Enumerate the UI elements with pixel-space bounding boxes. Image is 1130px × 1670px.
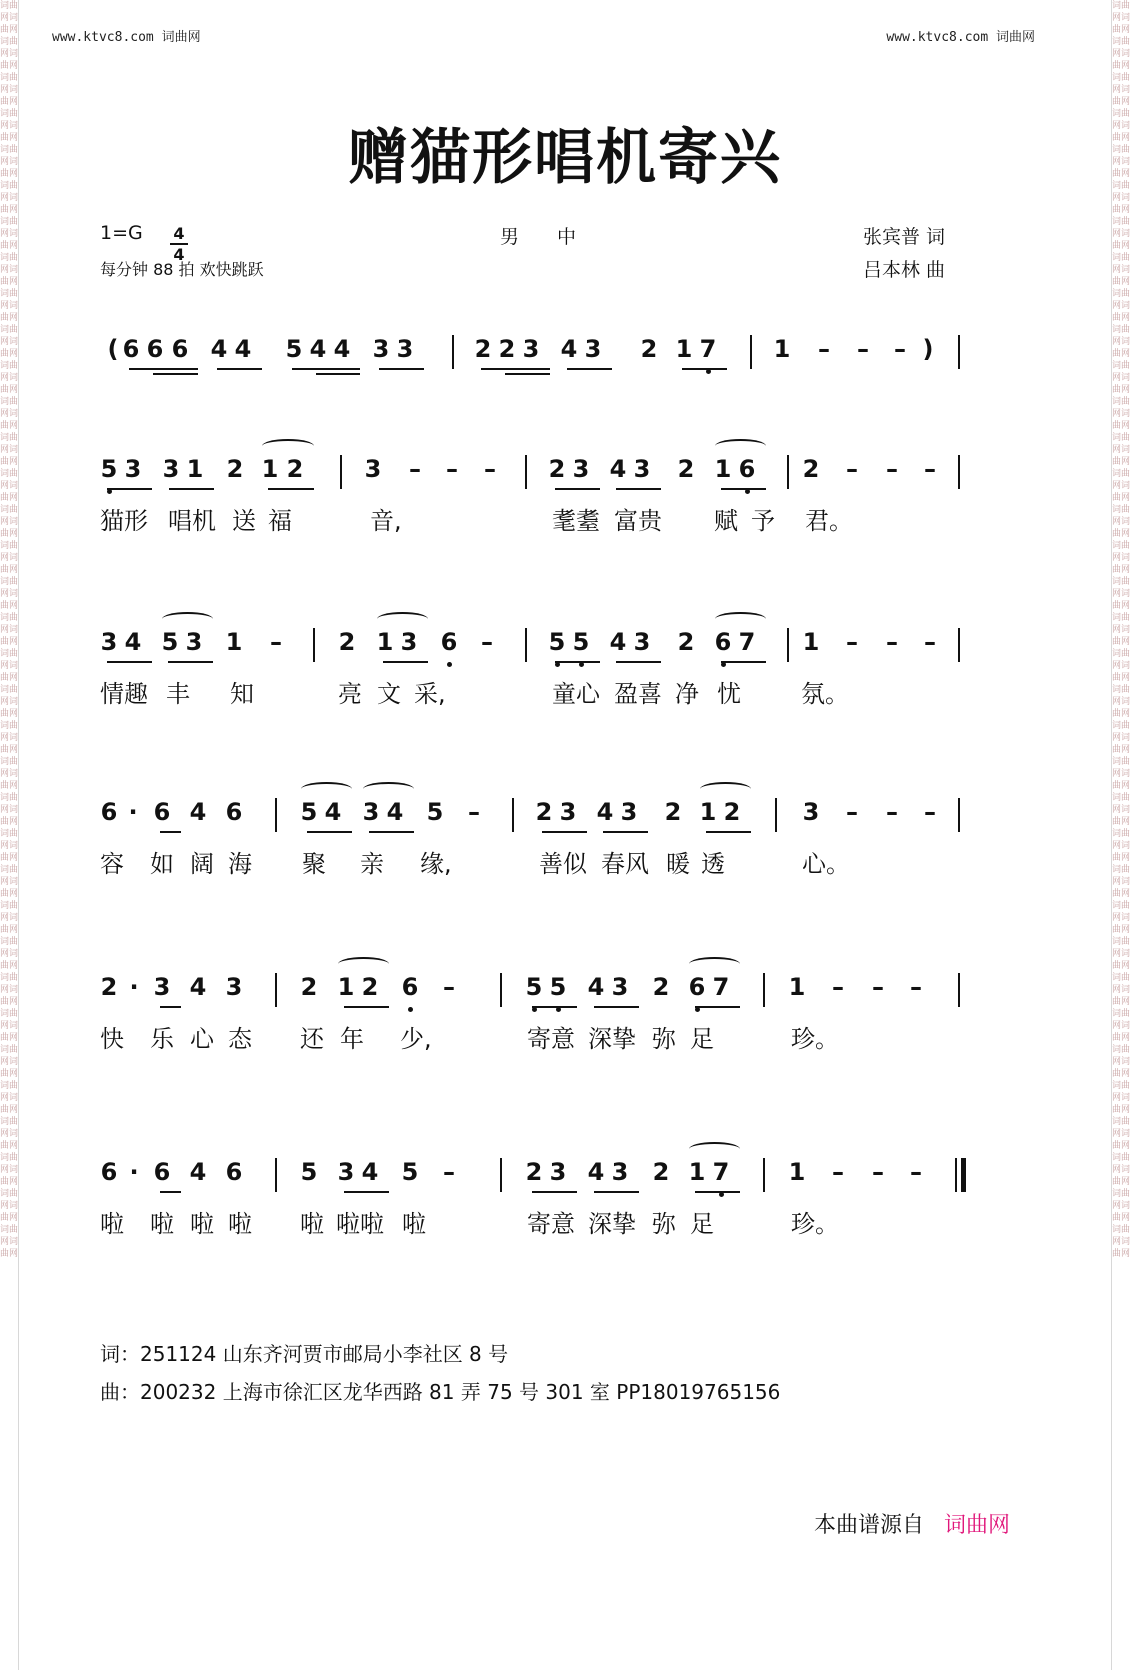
note: 2 — [664, 798, 682, 826]
bar-line — [775, 798, 777, 832]
note: 6 — [225, 798, 243, 826]
bar-line — [955, 1158, 957, 1192]
right-watermark-strip: 词曲网词曲网词曲网词曲网词曲网词曲网词曲网词曲网词曲网词曲网词曲网词曲网词曲网词曲网词曲网词曲网词曲网词曲网词曲网词曲网词曲网词曲网词曲网词曲网词曲网词曲网词曲网词曲网词曲网词曲网词曲网词曲网词曲网词曲网词曲网词曲网词曲网词曲网词曲网词曲网词曲网词曲网词曲网词曲网词曲网词曲网词曲网词曲网词曲网词曲网词曲网词曲网词曲网词曲网词曲网词曲网词曲网词曲网词曲网词曲网词曲网词曲网词曲网词曲网词曲网词曲网词曲网词曲网词曲网词曲网 — [1112, 1, 1130, 1259]
bar-line — [958, 798, 960, 832]
lyric-syllable: 采, — [414, 680, 446, 708]
note: 1 — [225, 628, 243, 656]
lyric-syllable: 珍。 — [791, 1210, 839, 1238]
note: – — [846, 798, 858, 826]
note: – — [857, 335, 869, 363]
song-title: 赠猫形唱机寄兴 — [348, 123, 782, 193]
note: 6 — [737, 455, 757, 483]
note: 2 — [525, 1158, 543, 1186]
note: 3 — [225, 973, 243, 1001]
source-brand-link[interactable]: 词曲网 — [943, 1513, 1010, 1538]
note: – — [409, 455, 421, 483]
note: 4 — [587, 973, 605, 1001]
lyric-syllable: 深挚 — [588, 1025, 636, 1053]
beam-underline — [160, 1191, 181, 1193]
note: 5 — [300, 1158, 318, 1186]
header-site-left[interactable]: www.ktvc8.com 词曲网 — [52, 30, 201, 45]
note: 2 — [677, 455, 695, 483]
note: – — [270, 628, 282, 656]
note: – — [468, 798, 480, 826]
score-line-line2 — [0, 628, 1130, 718]
note: 5 — [285, 335, 303, 363]
beam-underline — [129, 368, 198, 370]
lyric-syllable: 寄意 — [527, 1210, 575, 1238]
note: – — [924, 455, 936, 483]
note: 2 — [640, 335, 658, 363]
score-line-intro — [0, 335, 1130, 425]
voice-type: 男 中 — [500, 226, 577, 248]
lyric-syllable: 音, — [370, 507, 402, 535]
beam-underline — [344, 1006, 389, 1008]
slur-tie — [715, 612, 766, 626]
low-octave-dot — [408, 1007, 413, 1012]
beam-underline — [307, 831, 352, 833]
slur-tie — [689, 957, 740, 971]
lyric-syllable: 海 — [228, 850, 252, 878]
beam-underline — [160, 1006, 181, 1008]
note: 3 — [400, 628, 418, 656]
note: 7 — [698, 335, 718, 363]
lyric-syllable: 啦 — [402, 1210, 426, 1238]
bar-line — [787, 628, 789, 662]
note: – — [818, 335, 830, 363]
note: 2 — [338, 628, 356, 656]
lyric-syllable: 年 — [340, 1025, 364, 1053]
note: – — [886, 628, 898, 656]
note: 2 — [652, 973, 670, 1001]
note: – — [846, 455, 858, 483]
lyric-syllable: 亮 — [338, 680, 362, 708]
bar-line — [958, 455, 960, 489]
note: 1 — [773, 335, 791, 363]
lyric-syllable: 知 — [230, 680, 254, 708]
beam-underline — [682, 368, 727, 370]
note: – — [484, 455, 496, 483]
note: · — [128, 798, 138, 826]
beam-underline — [217, 368, 262, 370]
intro-close-paren: ) — [922, 335, 934, 363]
bar-line — [275, 1158, 277, 1192]
beam-underline — [481, 368, 550, 370]
bar-line — [763, 1158, 765, 1192]
note: 1 — [688, 1158, 706, 1186]
beam-underline — [721, 488, 766, 490]
note: – — [886, 798, 898, 826]
note: 1 — [788, 1158, 806, 1186]
note: 3 — [611, 973, 629, 1001]
note: 3 — [572, 455, 590, 483]
lyricist-credit: 张宾普 词 — [863, 226, 946, 248]
note: 3 — [162, 455, 180, 483]
note: 3 — [633, 628, 651, 656]
note: – — [886, 455, 898, 483]
note: 3 — [396, 335, 414, 363]
note: 5 — [547, 628, 567, 656]
lyric-syllable: 透 — [701, 850, 725, 878]
note: 6 — [400, 973, 420, 1001]
lyric-syllable: 丰 — [166, 680, 190, 708]
bar-line — [500, 973, 502, 1007]
note: – — [924, 798, 936, 826]
beam-underline — [160, 831, 181, 833]
note: 4 — [189, 798, 207, 826]
note: 1 — [802, 628, 820, 656]
slur-tie — [162, 612, 213, 626]
beam-underline — [706, 831, 751, 833]
note: 6 — [153, 1158, 171, 1186]
lyric-syllable: 春风 — [601, 850, 649, 878]
lyric-syllable: 送 — [232, 507, 256, 535]
bar-line — [525, 455, 527, 489]
note: 5 — [300, 798, 318, 826]
lyric-syllable: 啦啦 — [336, 1210, 384, 1238]
lyric-syllable: 珍。 — [791, 1025, 839, 1053]
beam-underline — [695, 1191, 740, 1193]
note: – — [832, 1158, 844, 1186]
note: 6 — [439, 628, 459, 656]
note: 3 — [337, 1158, 355, 1186]
lyric-syllable: 暖 — [666, 850, 690, 878]
bar-line — [763, 973, 765, 1007]
score-line-line5 — [0, 1158, 1130, 1248]
lyric-syllable: 啦 — [300, 1210, 324, 1238]
lyric-syllable: 弥 — [652, 1025, 676, 1053]
note: 1 — [376, 628, 394, 656]
note: 6 — [146, 335, 164, 363]
beam-underline — [695, 1006, 740, 1008]
lyric-syllable: 童心 — [552, 680, 600, 708]
header-site-right[interactable]: www.ktvc8.com 词曲网 — [886, 30, 1035, 45]
bar-line — [512, 798, 514, 832]
note: 3 — [362, 798, 380, 826]
left-watermark-strip: 词曲网词曲网词曲网词曲网词曲网词曲网词曲网词曲网词曲网词曲网词曲网词曲网词曲网词曲网词曲网词曲网词曲网词曲网词曲网词曲网词曲网词曲网词曲网词曲网词曲网词曲网词曲网词曲网词曲网词曲网词曲网词曲网词曲网词曲网词曲网词曲网词曲网词曲网词曲网词曲网词曲网词曲网词曲网词曲网词曲网词曲网词曲网词曲网词曲网词曲网词曲网词曲网词曲网词曲网词曲网词曲网词曲网词曲网词曲网词曲网词曲网词曲网词曲网词曲网词曲网词曲网词曲网词曲网词曲网词曲网 — [0, 1, 18, 1259]
lyric-syllable: 予 — [751, 507, 775, 535]
lyric-syllable: 心 — [190, 1025, 214, 1053]
note: – — [846, 628, 858, 656]
note: – — [446, 455, 458, 483]
beam-underline-double — [316, 373, 360, 375]
composer-credit: 吕本林 曲 — [863, 259, 946, 281]
beam-underline — [616, 488, 661, 490]
beam-underline — [567, 368, 612, 370]
note: 3 — [802, 798, 820, 826]
lyric-syllable: 乐 — [150, 1025, 174, 1053]
time-sig-top: 4 — [173, 224, 185, 243]
final-bar-line — [961, 1158, 966, 1192]
beam-underline — [594, 1191, 639, 1193]
lyric-syllable: 弥 — [652, 1210, 676, 1238]
note: 4 — [210, 335, 228, 363]
note: – — [910, 973, 922, 1001]
lyric-syllable: 文 — [377, 680, 401, 708]
note: – — [872, 1158, 884, 1186]
source-credit — [814, 1508, 1010, 1539]
note: 7 — [738, 628, 756, 656]
note: 3 — [153, 973, 171, 1001]
note: 4 — [124, 628, 142, 656]
bar-line — [958, 335, 960, 369]
note: – — [924, 628, 936, 656]
lyric-syllable: 聚 — [302, 850, 326, 878]
note: · — [129, 1158, 139, 1186]
bar-line — [787, 455, 789, 489]
slur-tie — [700, 782, 751, 796]
note: 3 — [620, 798, 638, 826]
note: 6 — [153, 798, 171, 826]
lyric-syllable: 忧 — [717, 680, 741, 708]
note: 3 — [633, 455, 651, 483]
lyric-syllable: 啦 — [190, 1210, 214, 1238]
lyric-syllable: 富贵 — [614, 507, 662, 535]
lyric-syllable: 净 — [675, 680, 699, 708]
intro-open-paren: ( — [107, 335, 119, 363]
note: 7 — [711, 1158, 731, 1186]
note: 2 — [548, 455, 566, 483]
note: 2 — [474, 335, 492, 363]
note: 3 — [364, 455, 382, 483]
note: 4 — [609, 628, 627, 656]
note: 2 — [677, 628, 695, 656]
note: 1 — [714, 455, 732, 483]
note: 2 — [652, 1158, 670, 1186]
lyric-syllable: 如 — [150, 850, 174, 878]
lyric-syllable: 福 — [268, 507, 292, 535]
lyric-syllable: 啦 — [100, 1210, 124, 1238]
note: 3 — [124, 455, 142, 483]
note: 2 — [300, 973, 318, 1001]
bar-line — [500, 1158, 502, 1192]
note: 5 — [161, 628, 179, 656]
note: 5 — [401, 1158, 419, 1186]
beam-underline — [532, 1006, 577, 1008]
beam-underline — [616, 661, 661, 663]
note: 3 — [185, 628, 203, 656]
note: 6 — [171, 335, 189, 363]
note: 1 — [788, 973, 806, 1001]
note: – — [832, 973, 844, 1001]
note: 5 — [426, 798, 444, 826]
slur-tie — [301, 782, 352, 796]
note: 4 — [189, 1158, 207, 1186]
lyric-syllable: 唱机 — [168, 507, 216, 535]
bar-line — [452, 335, 454, 369]
note: 6 — [225, 1158, 243, 1186]
note: 6 — [100, 798, 118, 826]
lyric-syllable: 足 — [690, 1025, 714, 1053]
note: 4 — [587, 1158, 605, 1186]
note: 6 — [100, 1158, 118, 1186]
slur-tie — [689, 1142, 740, 1156]
composer-address: 曲：200232 上海市徐汇区龙华西路 81 弄 75 号 301 室 PP18019765156 — [100, 1380, 781, 1404]
note: 2 — [286, 455, 304, 483]
beam-underline — [542, 831, 587, 833]
note: 4 — [596, 798, 614, 826]
beam-underline — [721, 661, 766, 663]
lyric-syllable: 盈喜 — [614, 680, 662, 708]
note: – — [443, 1158, 455, 1186]
slur-tie — [338, 957, 389, 971]
note: 4 — [324, 798, 342, 826]
note: 6 — [687, 973, 707, 1001]
low-octave-dot — [447, 662, 452, 667]
note: 6 — [713, 628, 733, 656]
note: 6 — [122, 335, 140, 363]
beam-underline — [107, 661, 152, 663]
note: – — [872, 973, 884, 1001]
tempo-marking: 每分钟 88 拍 欢快跳跃 — [100, 260, 264, 279]
note: 4 — [361, 1158, 379, 1186]
lyric-syllable: 足 — [690, 1210, 714, 1238]
note: – — [910, 1158, 922, 1186]
beam-underline — [603, 831, 648, 833]
lyric-syllable: 态 — [228, 1025, 252, 1053]
beam-underline — [292, 368, 360, 370]
lyric-syllable: 快 — [100, 1025, 124, 1053]
beam-underline — [344, 1191, 389, 1193]
bar-line — [340, 455, 342, 489]
note: 3 — [100, 628, 118, 656]
note: – — [481, 628, 493, 656]
note: 2 — [723, 798, 741, 826]
lyric-syllable: 善似 — [539, 850, 587, 878]
lyric-syllable: 情趣 — [100, 680, 148, 708]
note: 1 — [699, 798, 717, 826]
bar-line — [275, 973, 277, 1007]
lyric-syllable: 氛。 — [801, 680, 849, 708]
beam-underline-double — [153, 373, 198, 375]
lyric-syllable: 亲 — [360, 850, 384, 878]
lyric-syllable: 缘, — [420, 850, 452, 878]
note: 2 — [498, 335, 516, 363]
note: 4 — [333, 335, 351, 363]
source-prefix: 本曲谱源自 — [813, 1513, 924, 1538]
beam-underline — [555, 661, 600, 663]
lyricist-address: 词：251124 山东齐河贾市邮局小李社区 8 号 — [100, 1342, 509, 1366]
note: 5 — [99, 455, 119, 483]
lyric-syllable: 少, — [400, 1025, 432, 1053]
note: 2 — [226, 455, 244, 483]
lyric-syllable: 寄意 — [527, 1025, 575, 1053]
beam-underline — [532, 1191, 577, 1193]
lyric-syllable: 啦 — [150, 1210, 174, 1238]
score-line-line1 — [0, 455, 1130, 545]
beam-underline — [383, 661, 428, 663]
note: 1 — [337, 973, 355, 1001]
note: 1 — [261, 455, 279, 483]
note: 4 — [189, 973, 207, 1001]
slur-tie — [715, 439, 766, 453]
note: · — [129, 973, 139, 1001]
note: – — [443, 973, 455, 1001]
note: 3 — [611, 1158, 629, 1186]
note: 2 — [100, 973, 118, 1001]
beam-underline — [107, 488, 152, 490]
note: – — [894, 335, 906, 363]
beam-underline-double — [505, 373, 550, 375]
time-sig-bottom: 4 — [173, 245, 185, 264]
lyric-syllable: 耄耋 — [552, 507, 600, 535]
beam-underline — [594, 1006, 639, 1008]
beam-underline — [379, 368, 424, 370]
lyric-syllable: 阔 — [190, 850, 214, 878]
bar-line — [958, 973, 960, 1007]
note: 3 — [559, 798, 577, 826]
beam-underline — [169, 488, 214, 490]
lyric-syllable: 君。 — [805, 507, 853, 535]
beam-underline — [369, 831, 414, 833]
bar-line — [525, 628, 527, 662]
slur-tie — [262, 439, 314, 453]
note: 5 — [524, 973, 544, 1001]
note: 7 — [712, 973, 730, 1001]
note: 2 — [802, 455, 820, 483]
score-line-line4 — [0, 973, 1130, 1063]
slur-tie — [377, 612, 428, 626]
beam-underline — [555, 488, 600, 490]
lyric-syllable: 啦 — [228, 1210, 252, 1238]
slur-tie — [363, 782, 414, 796]
lyric-syllable: 心。 — [802, 850, 850, 878]
note: 3 — [522, 335, 540, 363]
note: 1 — [186, 455, 204, 483]
lyric-syllable: 容 — [100, 850, 124, 878]
lyric-syllable: 赋 — [714, 507, 738, 535]
score-line-line3 — [0, 798, 1130, 888]
note: 2 — [361, 973, 379, 1001]
note: 1 — [675, 335, 693, 363]
note: 4 — [386, 798, 404, 826]
beam-underline — [168, 661, 213, 663]
note: 3 — [549, 1158, 567, 1186]
lyric-syllable: 还 — [300, 1025, 324, 1053]
note: 4 — [234, 335, 252, 363]
bar-line — [313, 628, 315, 662]
bar-line — [958, 628, 960, 662]
note: 4 — [609, 455, 627, 483]
bar-line — [750, 335, 752, 369]
note: 5 — [548, 973, 568, 1001]
note: 4 — [560, 335, 578, 363]
note: 3 — [372, 335, 390, 363]
lyric-syllable: 猫形 — [100, 507, 148, 535]
note: 2 — [535, 798, 553, 826]
beam-underline — [268, 488, 314, 490]
bar-line — [275, 798, 277, 832]
note: 5 — [571, 628, 591, 656]
note: 4 — [309, 335, 327, 363]
note: 3 — [584, 335, 602, 363]
key-signature: 1=G — [100, 222, 143, 244]
lyric-syllable: 深挚 — [588, 1210, 636, 1238]
